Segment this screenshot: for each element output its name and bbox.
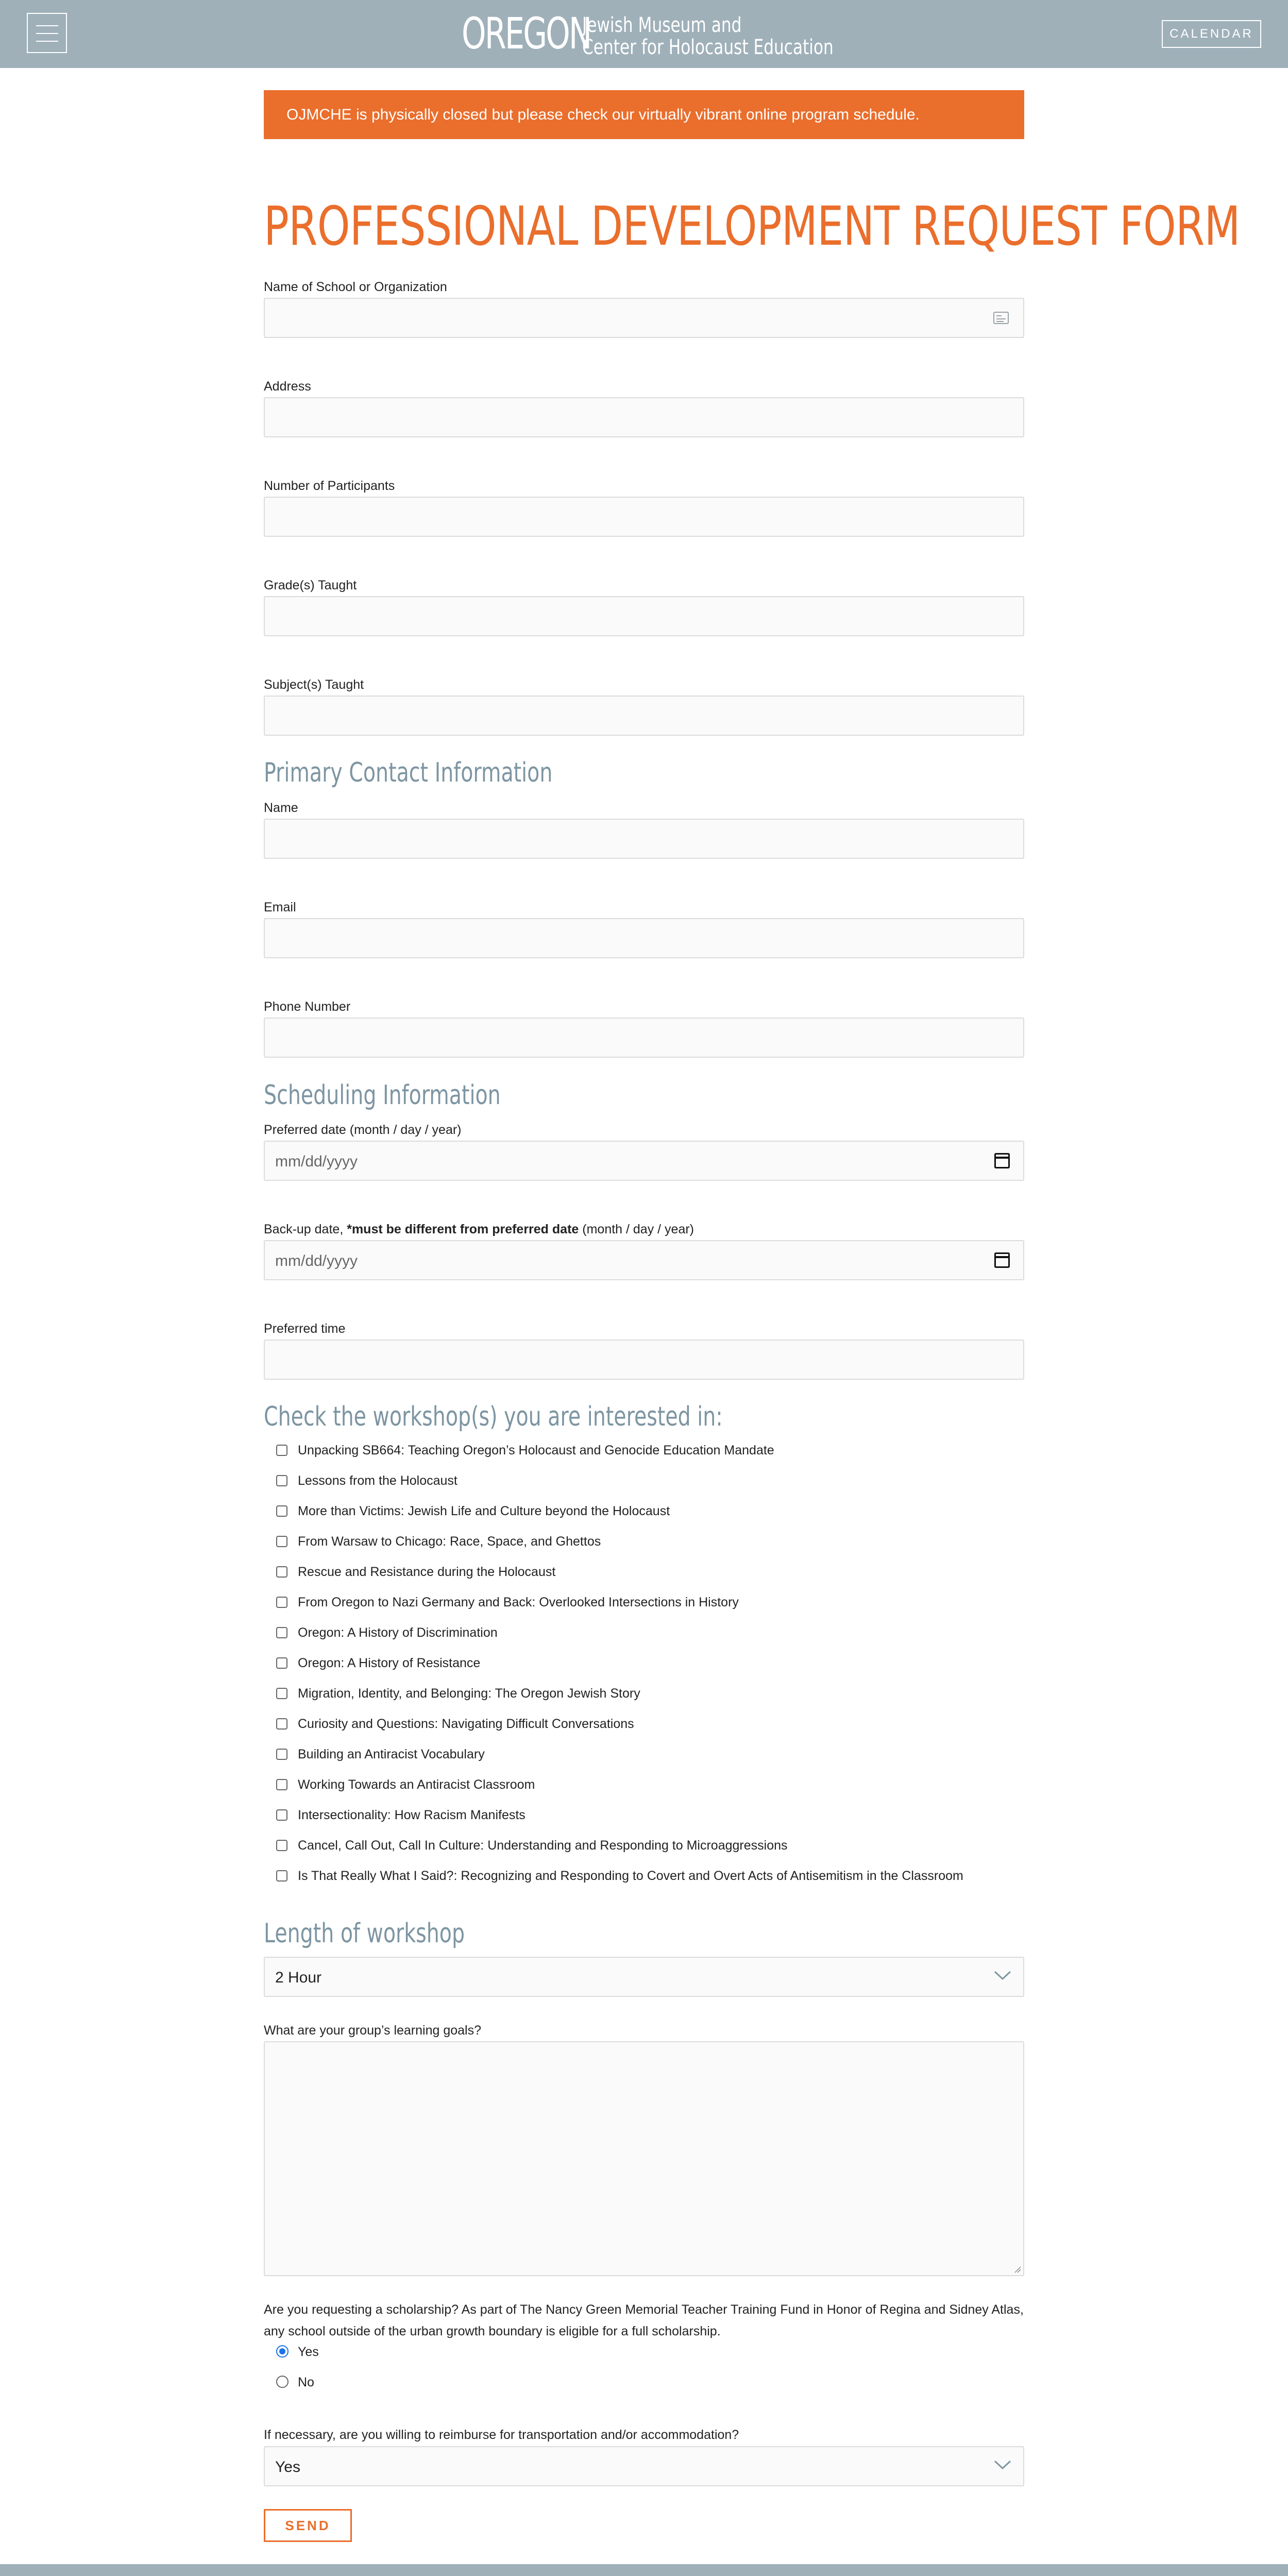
workshop-label: From Oregon to Nazi Germany and Back: Overlooked Intersections in History	[298, 1595, 739, 1609]
participants-label: Number of Participants	[264, 479, 395, 493]
reimburse-select[interactable]	[264, 2446, 1024, 2486]
workshop-checkbox[interactable]	[276, 1627, 287, 1638]
workshop-checkbox[interactable]	[276, 1840, 287, 1851]
length-heading: Length of workshop	[264, 1918, 465, 1949]
scholarship-yes-label: Yes	[298, 2345, 319, 2359]
participants-input[interactable]	[264, 497, 1024, 537]
grades-input[interactable]	[264, 596, 1024, 636]
length-select[interactable]	[264, 1957, 1024, 1997]
workshop-checkbox[interactable]	[276, 1475, 287, 1486]
length-selected-value: 2 Hour	[275, 1969, 322, 1986]
scholarship-no-radio[interactable]	[276, 2376, 289, 2388]
scholarship-no-label: No	[298, 2375, 314, 2389]
workshop-label: Cancel, Call Out, Call In Culture: Understanding and Responding to Microaggressions	[298, 1838, 788, 1853]
contact-name-input[interactable]	[264, 819, 1024, 859]
contact-name-label: Name	[264, 801, 298, 815]
logo-oregon: OREGON	[462, 8, 591, 59]
workshop-label: Curiosity and Questions: Navigating Difficult Conversations	[298, 1717, 634, 1731]
workshop-label: Migration, Identity, and Belonging: The Oregon Jewish Story	[298, 1686, 640, 1701]
workshop-label: Oregon: A History of Discrimination	[298, 1625, 498, 1640]
scholarship-question: Are you requesting a scholarship? As part of The Nancy Green Memorial Teacher Training Fund in Honor of Regina and Sidney Atlas, any school outside of the urban growth boundary is eligible for a full scholarship.	[264, 2302, 1024, 2338]
workshop-checkbox[interactable]	[276, 1870, 287, 1882]
school-input[interactable]	[264, 298, 1024, 338]
workshop-checkbox[interactable]	[276, 1505, 287, 1517]
calendar-icon[interactable]	[994, 1252, 1010, 1268]
email-label: Email	[264, 900, 296, 914]
phone-label: Phone Number	[264, 999, 351, 1014]
school-label: Name of School or Organization	[264, 280, 447, 294]
hamburger-menu-icon[interactable]	[27, 13, 67, 53]
workshop-label: Oregon: A History of Resistance	[298, 1656, 481, 1670]
workshop-checkbox[interactable]	[276, 1779, 287, 1790]
workshop-checkbox[interactable]	[276, 1657, 287, 1669]
backup-date-placeholder: mm/dd/yyyy	[275, 1252, 358, 1269]
workshops-heading: Check the workshop(s) you are interested in:	[264, 1401, 723, 1432]
workshop-label: Unpacking SB664: Teaching Oregon’s Holocaust and Genocide Education Mandate	[298, 1443, 774, 1458]
workshop-checkbox[interactable]	[276, 1749, 287, 1760]
workshop-checkbox[interactable]	[276, 1688, 287, 1699]
subjects-input[interactable]	[264, 696, 1024, 736]
grades-label: Grade(s) Taught	[264, 578, 357, 592]
workshop-label: From Warsaw to Chicago: Race, Space, and Ghettos	[298, 1534, 601, 1549]
workshop-checkbox[interactable]	[276, 1809, 287, 1821]
preferred-date-placeholder: mm/dd/yyyy	[275, 1153, 358, 1170]
chevron-down-icon	[993, 2459, 1012, 2471]
scholarship-yes-radio[interactable]	[276, 2345, 289, 2358]
contact-heading: Primary Contact Information	[264, 757, 553, 788]
subjects-label: Subject(s) Taught	[264, 677, 364, 692]
workshop-label: Lessons from the Holocaust	[298, 1473, 457, 1488]
workshop-checkbox[interactable]	[276, 1718, 287, 1730]
logo-subtitle: Jewish Museum and Center for Holocaust Education	[582, 13, 834, 59]
newsletter-footer	[0, 2564, 1288, 2576]
goals-label: What are your group’s learning goals?	[264, 2023, 482, 2038]
workshop-checkbox[interactable]	[276, 1536, 287, 1547]
backup-date-input[interactable]	[264, 1240, 1024, 1280]
chevron-down-icon	[993, 1969, 1012, 1981]
resize-handle-icon[interactable]	[1014, 2266, 1021, 2273]
scheduling-heading: Scheduling Information	[264, 1080, 501, 1111]
workshop-label: Intersectionality: How Racism Manifests	[298, 1808, 526, 1822]
site-header	[0, 0, 1288, 68]
workshop-checkbox[interactable]	[276, 1597, 287, 1608]
workshop-label: Working Towards an Antiracist Classroom	[298, 1777, 535, 1792]
backup-date-label: Back-up date, *must be different from preferred date (month / day / year)	[264, 1222, 694, 1236]
workshop-label: Rescue and Resistance during the Holocaust	[298, 1565, 556, 1579]
closure-notice-banner[interactable]: OJMCHE is physically closed but please check our virtually vibrant online program schedule.	[264, 90, 1024, 139]
reimburse-selected-value: Yes	[275, 2459, 300, 2476]
preferred-date-label: Preferred date (month / day / year)	[264, 1123, 462, 1137]
preferred-date-input[interactable]	[264, 1141, 1024, 1181]
email-input[interactable]	[264, 918, 1024, 958]
site-logo[interactable]	[462, 9, 843, 59]
workshop-checkbox[interactable]	[276, 1445, 287, 1456]
send-button[interactable]: SEND	[264, 2509, 352, 2542]
workshop-label: More than Victims: Jewish Life and Culture beyond the Holocaust	[298, 1504, 670, 1518]
page-title: PROFESSIONAL DEVELOPMENT REQUEST FORM	[264, 195, 1240, 258]
preferred-time-input[interactable]	[264, 1340, 1024, 1380]
goals-textarea[interactable]	[264, 2041, 1024, 2276]
address-input[interactable]	[264, 397, 1024, 437]
phone-input[interactable]	[264, 1018, 1024, 1058]
workshop-label: Building an Antiracist Vocabulary	[298, 1747, 485, 1761]
reimburse-label: If necessary, are you willing to reimburse for transportation and/or accommodation?	[264, 2428, 739, 2442]
address-label: Address	[264, 379, 311, 394]
calendar-button[interactable]: CALENDAR	[1162, 20, 1261, 48]
workshop-label: Is That Really What I Said?: Recognizing and Responding to Covert and Overt Acts of Antisemitism in the Classroom	[298, 1869, 963, 1883]
contact-card-icon	[993, 312, 1009, 324]
calendar-icon[interactable]	[994, 1153, 1010, 1168]
preferred-time-label: Preferred time	[264, 1321, 346, 1336]
workshop-checkbox[interactable]	[276, 1566, 287, 1578]
